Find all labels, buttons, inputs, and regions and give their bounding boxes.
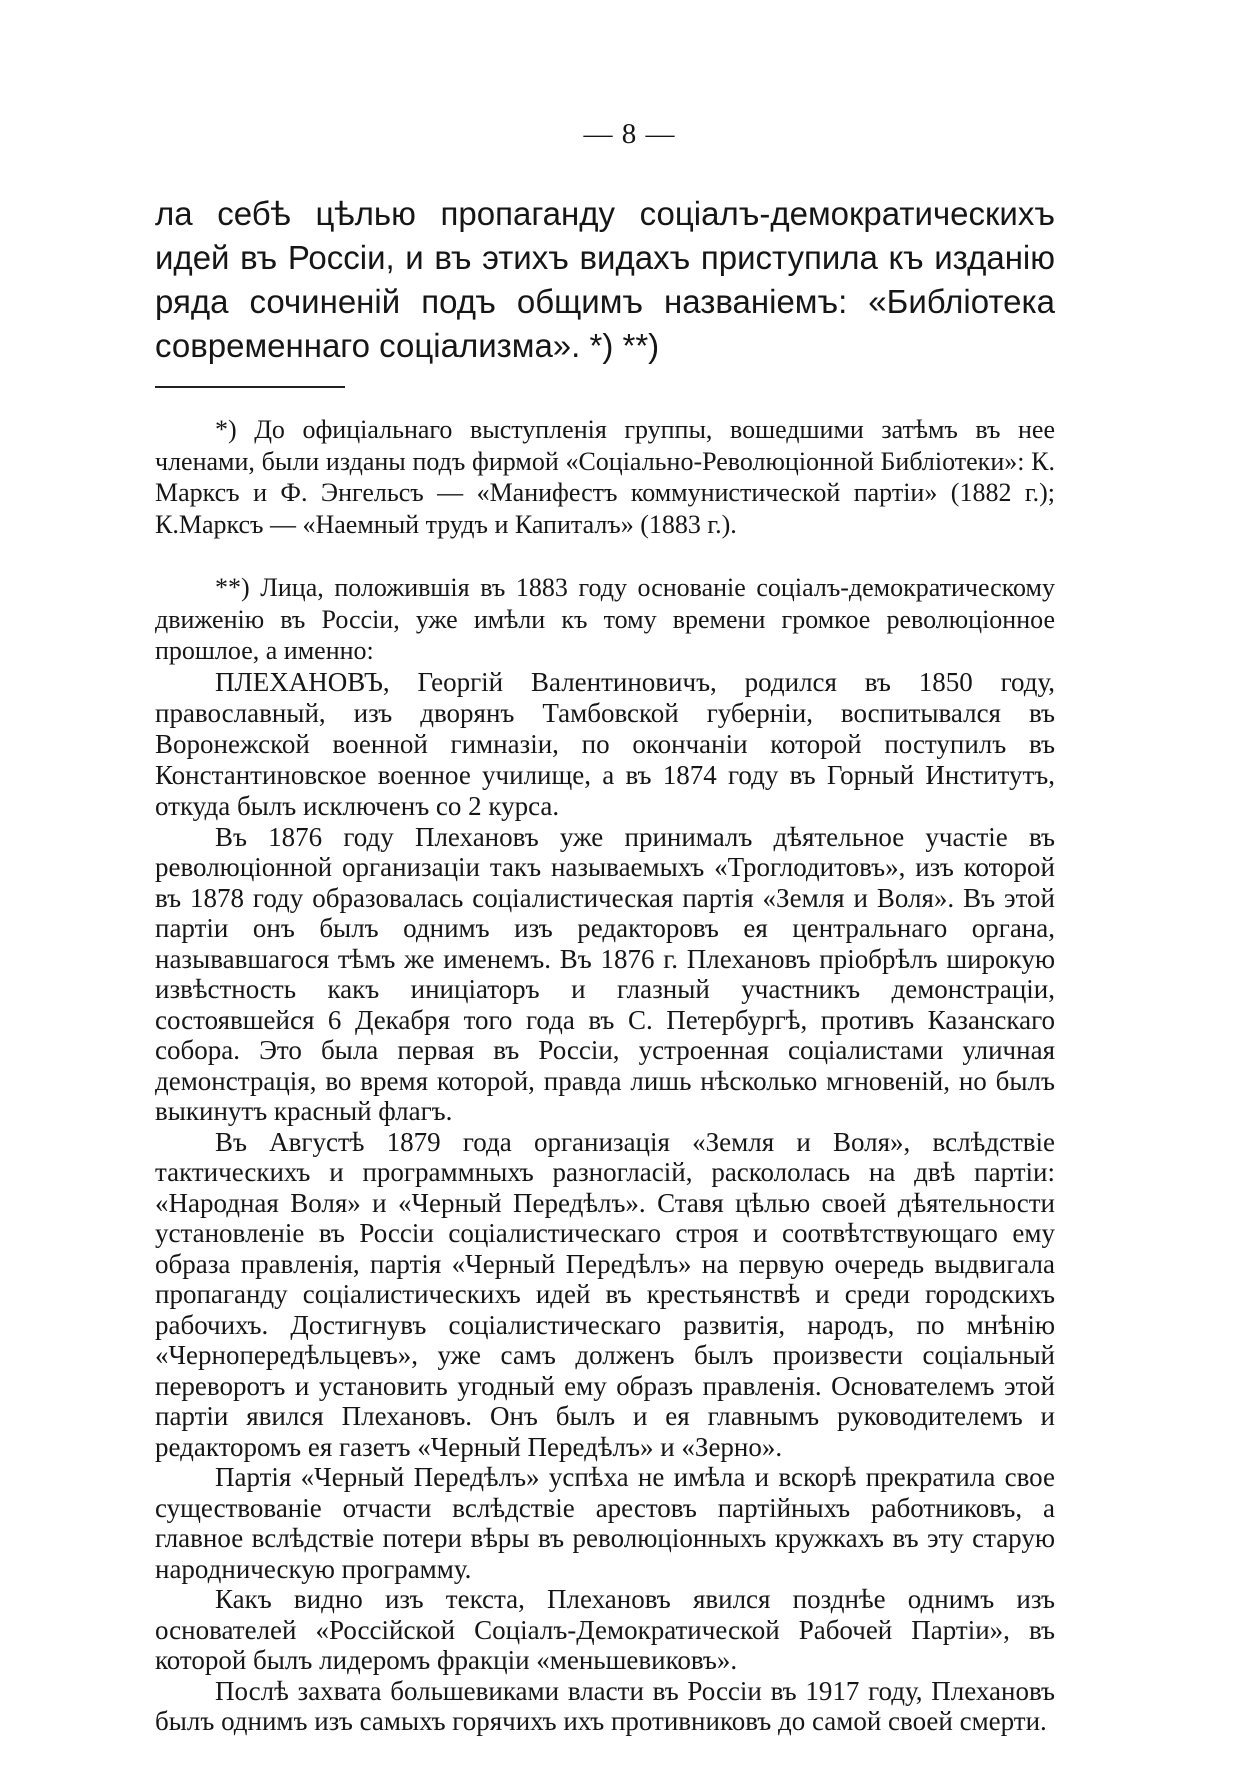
footnote-2-paragraph-decline: Партія «Черный Передѣлъ» успѣха не имѣла и вскорѣ прекратила свое существованіе отчасти вслѣдствіе арестовъ партійныхъ работниковъ, а главное вслѣдствіе потери вѣры въ революціонныхъ кружкахъ въ эту старую народническую программу. — [155, 1462, 1055, 1584]
footnote-1-text: *) До офиціальнаго выступленія группы, вошедшими затѣмъ въ нее членами, были изданы подъ фирмой «Соціально-Революціонной Библіотеки»: К. Марксъ и Ф. Энгельсъ — «Манифестъ коммунистической партіи» (1882 г.); К.Марксъ — «Наемный трудъ и Капиталъ» (1883 г.). — [155, 415, 1055, 539]
footnote-2-paragraph-biography: ПЛЕХАНОВЪ, Георгій Валентиновичъ, родился въ 1850 году, православный, изъ дворянъ Тамбовской губерніи, воспитывался въ Воронежской военной гимназіи, по окончаніи которой поступилъ въ Константиновское военное училище, а въ 1874 году въ Горный Институтъ, откуда былъ исключенъ со 2 курса. — [155, 666, 1055, 821]
footnote-1 — [155, 414, 1055, 540]
footnote-2-paragraph-troglodytes: Въ 1876 году Плехановъ уже принималъ дѣятельное участіе въ революціонной организаціи такъ называемыхъ «Троглодитовъ», изъ которой въ 1878 году образовалась соціалистическая партія «Земля и Воля». Въ этой партіи онъ былъ однимъ изъ редакторовъ ея центральнаго органа, называвшагося тѣмъ же именемъ. Въ 1876 г. Плехановъ пріобрѣлъ широкую извѣстность какъ иниціаторъ и глазный участникъ демонстраціи, состоявшейся 6 Декабря того года въ С. Петербургѣ, противъ Казанскаго собора. Это была первая въ Россіи, устроенная соціалистами уличная демонстрація, во время которой, правда лишь нѣсколько мгновеній, но былъ выкинутъ красный флагъ. — [155, 821, 1055, 1126]
footnote-divider — [155, 386, 345, 388]
page-number: — 8 — — [583, 118, 676, 150]
main-text-paragraph: ла себѣ цѣлью пропаганду соціалъ-демократическихъ идей въ Россіи, и въ этихъ видахъ приступила къ изданію ряда сочиненій подъ общимъ названіемъ: «Библіотека современнаго соціализма». *) **) — [155, 195, 1055, 364]
footnote-2-paragraph-1917: Послѣ захвата большевиками власти въ Россіи въ 1917 году, Плехановъ былъ однимъ изъ самыхъ горячихъ ихъ противниковъ до самой своей смерти. — [155, 1675, 1055, 1736]
footnote-2 — [155, 572, 1055, 1737]
footnote-2-paragraph-split: Въ Августѣ 1879 года организація «Земля и Воля», вслѣдствіе тактическихъ и программныхъ разногласій, раскололась на двѣ партіи: «Народная Воля» и «Черный Передѣлъ». Ставя цѣлью своей дѣятельности установленіе въ Россіи соціалистическаго строя и соотвѣтствующаго ему образа правленія, партія «Черный Передѣлъ» на первую очередь выдвигала пропаганду соціалистическихъ идей въ крестьянствѣ и среди городскихъ рабочихъ. Достигнувъ соціалистическаго развитія, народъ, по мнѣнію «Чернопередѣльцевъ», уже самъ долженъ былъ произвести соціальный переворотъ и установить угодный ему образъ правленія. Основателемъ этой партіи явился Плехановъ. Онъ былъ и ея главнымъ руководителемъ и редакторомъ ея газетъ «Черный Передѣлъ» и «Зерно». — [155, 1126, 1055, 1462]
footnote-2-paragraph-rsdrp: Какъ видно изъ текста, Плехановъ явился позднѣе однимъ изъ основателей «Россійской Соціалъ-Демократической Рабочей Партіи», въ которой былъ лидеромъ фракціи «меньшевиковъ». — [155, 1584, 1055, 1675]
footnote-2-intro: **) Лица, положившія въ 1883 году основаніе соціалъ-демократическому движенію въ Россіи, уже имѣли къ тому времени громкое революціонное прошлое, а именно: — [155, 573, 1055, 665]
